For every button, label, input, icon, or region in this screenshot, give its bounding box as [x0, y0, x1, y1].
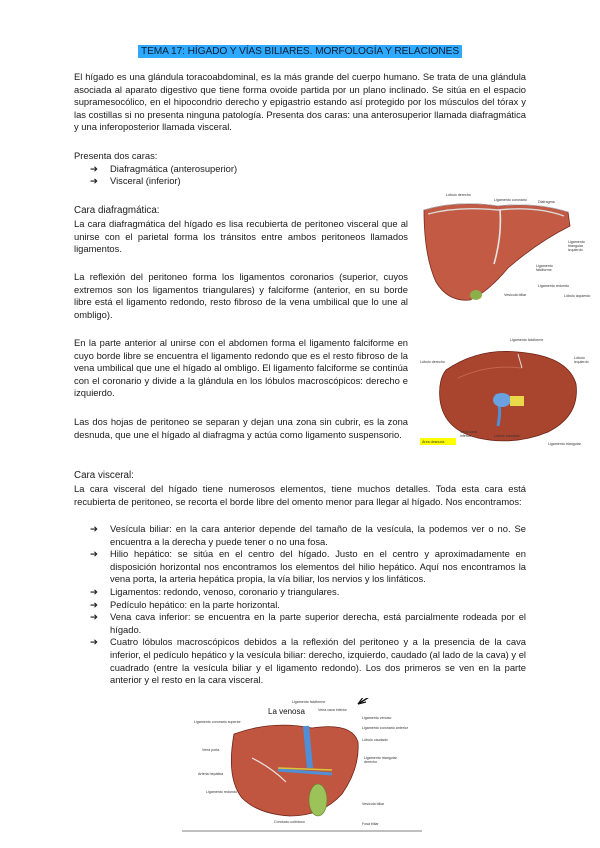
figure-label: Ligamento triangular izquierdo — [568, 240, 585, 252]
figure-label: Vesícula biliar — [504, 293, 527, 297]
title-row — [0, 41, 600, 59]
figure-label: Lóbulo derecho — [446, 193, 471, 197]
figure-liver-anterior — [418, 193, 591, 308]
diafragmatica-p2: La reflexión del peritoneo forma los ligamentos coronarios (superior, cuyos extremos son los ligamentos triangulares) y falciforme (anterior, en su borde libre está el ligamento redondo, resto fibroso de la vena umbilical que lo une al ombligo). — [74, 271, 408, 320]
list-item: ➔ Pedículo hepático: en la parte horizontal. — [90, 598, 280, 610]
arrow-icon: ➔ — [90, 175, 98, 187]
figure-label: Ligamento triangular derecho — [364, 756, 397, 764]
diafragmatica-p4: Las dos hojas de peritoneo se separan y dejan una zona sin cubrir, es la zona desnuda, que une el hígado al diafragma y actúa como ligamento suspensorio. — [74, 416, 408, 440]
arrow-icon: ➔ — [90, 548, 98, 560]
visceral-p1: La cara visceral del hígado tiene numerosos elementos, tiene muchos detalles. Toda esta cara está recubierta de peritoneo, se recorta el borde libre del omento menor para llegar al hígado. Nos encontramos: — [74, 483, 526, 507]
figure-label: Lóbulo izquierdo — [574, 356, 589, 364]
section-heading-visceral: Cara visceral: — [74, 470, 134, 481]
figure-label: Vesícula biliar — [362, 802, 385, 806]
figure-label: Ligamento falciforme — [536, 264, 553, 272]
list-item: ➔ Vesícula biliar: en la cara anterior depende del tamaño de la vesícula, la podemos ver o no. Se encuentra a la derecha y puede tener o no una fosa. — [90, 523, 526, 547]
figure-label: Lóbulo caudado — [494, 434, 520, 438]
diafragmatica-p3: En la parte anterior al unirse con el abdomen forma el ligamento falciforme en cuyo borde libre se encuentra el ligamento redondo que es el resto fibroso de la vena umbilical que une el hígado al ombligo. El ligamento falciforme se continúa con el coronario y divide a la glándula en los lóbulos macroscópicos: derecho e izquierdo. — [74, 337, 408, 399]
arrow-icon: ➔ — [90, 598, 98, 610]
faces-list — [90, 163, 374, 188]
figure-label: Lóbulo izquierdo — [564, 294, 591, 298]
figure-label: Vena cava inferior — [318, 708, 347, 712]
section-heading-diafragmatica: Cara diafragmática: — [74, 205, 160, 216]
figure-label: Vena cava inferior — [460, 430, 477, 438]
figure-label-highlighted: Área desnuda — [422, 440, 445, 444]
list-item: ➔ Ligamentos: redondo, venoso, coronario y triangulares. — [90, 585, 340, 597]
figure-label: Ligamento coronario superior — [194, 720, 241, 724]
figure-label: Ligamento triangular — [548, 442, 581, 446]
figure-label: Ligamento coronario anterior — [362, 726, 408, 730]
page-title: TEMA 17: HÍGADO Y VÍAS BILIARES. MORFOLOGÍA Y RELACIONES — [138, 45, 462, 58]
list-item: ➔ Cuatro lóbulos macroscópicos debidos a la reflexión del peritoneo y a la presencia de la cava inferior, el pedículo hepático y la vesícula biliar: derecho, izquierdo, caudado (al lado de la cava) y el cuadrado (entre la vesícula biliar y el ligamento redondo). Los dos primeros se ven en la parte anterior y el resto en la cara visceral. — [90, 636, 526, 686]
figure-label: Lóbulo derecho — [420, 360, 445, 364]
figure-liver-visceral — [182, 698, 422, 832]
diafragmatica-p1: La cara diafragmática del hígado es lisa recubierta de peritoneo visceral que al unirse con el parietal forma los tránsitos entre ambos peritoneos llamados ligamentos. — [74, 218, 408, 255]
figure-label: Conducto colédoco — [274, 820, 305, 824]
arrow-icon: ➔ — [90, 636, 98, 648]
figure-label: Ligamento falciforme — [292, 700, 326, 704]
figure-label: Arteria hepática — [198, 772, 224, 776]
visceral-list — [90, 523, 526, 687]
figure-label: Ligamento coronario — [494, 198, 527, 202]
figure-label: Diafragma — [538, 200, 555, 204]
faces-lead: Presenta dos caras: — [74, 150, 158, 161]
arrow-icon: ➔ — [90, 523, 98, 534]
figure-label: Fosa biliar — [362, 822, 379, 826]
figure-liver-superior — [418, 334, 590, 456]
arrow-icon: ➔ — [90, 585, 98, 597]
faces-block — [74, 150, 374, 188]
figure-label: Ligamento redondo — [206, 790, 237, 794]
list-item: ➔ Hilio hepático: se sitúa en el centro del hígado. Justo en el centro y aproximadamente en disposición horizontal nos encontramos los elementos del hilio hepático. Aquí nos encontramos la vena porta, la arteria hepática propia, la vía biliar, los nervios y los linfáticos. — [90, 548, 526, 585]
figure-label: Lóbulo caudado — [362, 738, 388, 742]
figure-label: Ligamento venoso — [362, 716, 392, 720]
list-item: ➔ Vena cava inferior: se encuentra en la parte superior derecha, está parcialmente rodeada por el hígado. — [90, 611, 526, 635]
arrow-icon: ➔ — [90, 162, 98, 174]
arrow-icon: ➔ — [90, 611, 98, 623]
handwritten-note: La venosa — [268, 707, 305, 716]
list-item: ➔ Diafragmática (anterosuperior) — [90, 162, 238, 174]
figure-label: Vena porta — [202, 748, 220, 752]
figure-label: Ligamento falciforme — [510, 338, 544, 342]
list-item: ➔ Visceral (inferior) — [90, 175, 181, 187]
figure-label: Ligamento redondo — [538, 284, 569, 288]
liver-anterior-illustration — [418, 196, 580, 308]
intro-paragraph: El hígado es una glándula toracoabdominal, es la más grande del cuerpo humano. Se trata de una glándula asociada al aparato digestivo que tiene forma ovoide partida por un plano inclinado. Se sitúa en el espacio supramesocólico, en el hipocondrio derecho y epigastrio estando así protegido por los músculos del tórax y las costillas si no presenta ninguna patología. Presenta dos caras: una anterosuperior llamada diafragmática y una inferoposterior llamada visceral. — [74, 71, 526, 133]
